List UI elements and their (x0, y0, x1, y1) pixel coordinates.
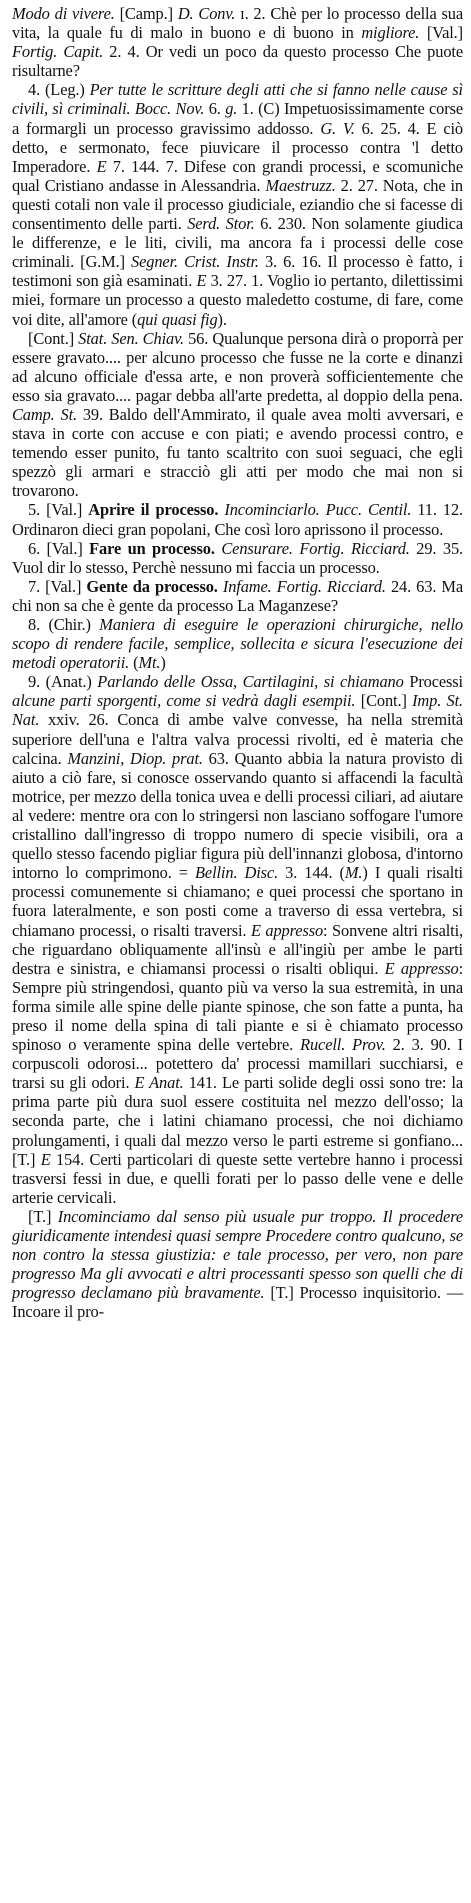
text-run: 2. 3. 90. I corpuscoli odorosi... potettero da' processi mamillari succhiarsi, e trarsi su gli odori. (12, 1035, 463, 1093)
text-run: 56. Qualunque persona dirà o proporrà per essere gravato.... per alcuno processo che fusse ne la corte e dinanzi ad alcuno officiale d'essa arte, e non proverà sofficientemente che esso sia gravato.... pagar debba all'arte predetta, al doppio della pena. (12, 328, 463, 405)
text-run: 8. (Chir.) (28, 615, 100, 634)
italic-text: E (96, 156, 107, 176)
italic-text: Camp. St. (12, 404, 77, 424)
text-run: Processi (403, 672, 463, 692)
text-run: 5. [Val.] (28, 500, 89, 520)
text-run: 6. 25. 4. E ciò detto, e sermonato, fece piuvicare il processo contra 'l detto Imperadore. (12, 118, 463, 176)
text-run: 3. 27. 1. Voglio io pertanto, dilettissimi miei, formare un processo a questo maledetto costume, di fare, come voi dite, all'amore ( (12, 271, 464, 329)
text-run: 63. Quanto abbia la natura provisto di aiuto a ciò fare, si conosce osservando quanto si affacendi la facultà motrice, per mezzo della tonica uvea e delli processi ciliari, ad aiutare al vedere: mentre ora con lo stringersi non lasciano soffogare l'umore cristallino dall'ingresso di troppo numero di specie visibili, ora a quello stesso facendo pigliar figura più dell'innanzi globosa, d'intorno intorno lo comprimono. = (12, 748, 463, 883)
italic-text: M. (344, 863, 363, 883)
text-run: : Sonvene altri risalti, che riguardano obliquamente all'insù e all'ingiù per ambe le parti destra e sinistra, e chiamansi processi o risalti obliqui. (12, 920, 463, 978)
italic-text: E (196, 271, 207, 291)
italic-text: Incominciarlo. Pucc. Centil. (224, 500, 412, 520)
italic-text: Rucell. Prov. (300, 1035, 386, 1055)
text-run: 3. 6. 16. Il processo è fatto, i testimoni son già esaminati. (12, 252, 463, 291)
text-run: 1. (C) Impetuosissimamente corse a formargli un processo gravissimo addosso. (12, 99, 463, 138)
entry-paragraph (12, 672, 463, 1207)
text-run: [T.] (28, 1206, 58, 1226)
italic-text: Per tutte le scritture degli atti che si fanno nelle cause sì civili, sì criminali. Bocc. Nov. (12, 80, 463, 119)
text-run: 154. Certi particolari di queste sette vertebre hanno i processi trasversi fessi in due, e quelli forati per lo passo delle vene e delle arterie cervicali. (12, 1149, 463, 1207)
text-run: xxiv. 26. Conca di ambe valve convesse, ha nella stremità superiore dell'una e l'altra valva processi rivolti, ed è materia che calcina. (12, 710, 463, 768)
text-run: 4. (Leg.) (28, 80, 90, 100)
italic-text: E Anat. (134, 1073, 184, 1093)
italic-text: Imp. St. Nat. (12, 691, 463, 730)
text-run: 6. 230. Non solamente giudica le differenze, e le liti, civili, ma ancora fa i processi delle cose criminali. [G.M.] (12, 214, 463, 272)
text-run: [Cont.] (28, 328, 79, 348)
text-run: [Val.] (419, 23, 463, 43)
text-run: 7. 144. 7. Difese con grandi processi, e scomuniche qual Cristiano andasse in Alessandria. (12, 156, 463, 195)
text-run: 39. Baldo dell'Ammirato, il quale avea molti avversari, e stava in corte con accuse e con piati; e avendo processi contro, e temendo esser punito, fu tanto scaltrito con suoi seguaci, che egli spezzò gli armari e stracciò gli atti per modo che mai non si trovarono. (12, 404, 464, 501)
text-run: 9. (Anat.) (28, 672, 98, 692)
entry-paragraph (12, 329, 463, 501)
text-run: 6. [Val.] (28, 538, 90, 558)
italic-text: alcune parti sporgenti, come si vedrà dagli esempii. (12, 691, 356, 711)
italic-text: Fortig. Capit. (12, 42, 104, 62)
sense-headword: Fare un processo. (89, 538, 215, 558)
italic-text: Mt. (138, 653, 161, 673)
text-run: 7. [Val.] (28, 576, 87, 596)
italic-text: E appresso (250, 920, 324, 940)
entry-paragraph (12, 577, 463, 615)
entry-paragraph (12, 1207, 463, 1322)
entry-paragraph (12, 80, 463, 328)
text-run: 3. 144. ( (278, 863, 345, 883)
italic-text: Stat. Sen. Chiav. (78, 328, 184, 348)
italic-text: Maniera di eseguire le operazioni chirurgiche, nello scopo di rendere facile, semplice, sollecita e sicura l'esecuzione dei metodi operatorii. (12, 615, 463, 673)
italic-text: Maestruzz. (265, 175, 336, 195)
entry-paragraph (12, 500, 463, 538)
sense-headword: Aprire il processo. (88, 500, 219, 520)
italic-text: Parlando delle Ossa, Cartilagini, si chiamano (97, 672, 404, 692)
text-run: 2. 4. Or vedi un poco da questo processo Che puote risultarne? (12, 42, 463, 81)
italic-text: E (40, 1149, 51, 1169)
entry-body (12, 4, 463, 1321)
text-run: ). (217, 309, 227, 329)
italic-text: Manzini, Diop. prat. (67, 748, 203, 768)
italic-text: qui quasi fig (137, 309, 218, 329)
italic-text: D. Conv. (177, 4, 236, 23)
text-run: 141. Le parti solide degli ossi sono tre: la prima parte più dura suol essere costituita nel mezzo dell'osso; la seconda parte, che i latini chiamano processi, che noi dichiamo prolungamenti, i quali dal mezzo verso le parti estreme si gonfiano... [T.] (12, 1073, 464, 1169)
text-run: [Cont.] (355, 691, 413, 711)
entry-paragraph (12, 539, 463, 577)
italic-text: G. V. (320, 118, 355, 138)
entry-paragraph (12, 4, 463, 80)
sense-headword: Gente da processo. (86, 576, 218, 596)
text-run: 6. (204, 99, 226, 119)
italic-text: E appresso (384, 958, 459, 978)
text-run: 24. 63. Ma chi non sa che è gente da processo La Maganzese? (12, 576, 464, 615)
italic-text: Modo di vivere. (12, 4, 115, 23)
text-run: ( (129, 653, 139, 673)
text-run: ɪ. 2. Chè per lo processo della sua vita, la quale fu di malo in buono e di buono in (12, 4, 463, 43)
italic-text: g. (225, 99, 238, 119)
italic-text: migliore. (361, 23, 420, 43)
italic-text: Serd. Stor. (187, 214, 255, 234)
text-run: 11. 12. Ordinaron dieci gran popolani, Che così loro aprissono il processo. (12, 500, 464, 539)
italic-text: Infame. Fortig. Ricciard. (222, 576, 386, 596)
italic-text: Censurare. Fortig. Ricciard. (221, 538, 410, 558)
text-run: : Sempre più stringendosi, quanto più va verso la sua estremità, in una forma simile alle spine delle piante spinose, che son fatte a punta, ha preso il nome della spina di tali piante e si è chiamato processo spinoso o veramente spina delle vertebre. (12, 958, 463, 1055)
text-run: [Camp.] (114, 4, 178, 23)
italic-text: Bellin. Disc. (195, 863, 279, 883)
italic-text: Incominciamo dal senso più usuale pur troppo. Il procedere giuridicamente intendesi quasi sempre Procedere contro qualcuno, se non contro la stessa giustizia: e tale processo, per vero, non pare progresso Ma gli avvocati e altri processanti spesso son quelli che di progresso declamano più bravamente. (12, 1206, 463, 1303)
text-run: ) (160, 653, 166, 673)
text-run: ) I quali risalti processi comunemente si chiamano; e quei processi che sportano in fuora lateralmente, e son posti come a traverso di essa vertebra, si chiamano processi, o risalti traversi. (12, 863, 463, 940)
text-run: 29. 35. Vuol dir lo stesso, Perchè nessuno mi faccia un processo. (12, 538, 463, 577)
text-run: [T.] Processo inquisitorio. — Incoare il pro- (12, 1283, 463, 1322)
italic-text: Segner. Crist. Instr. (131, 252, 259, 272)
entry-paragraph (12, 615, 463, 672)
text-run: 2. 27. Nota, che in questi cotali non vale il processo giudiciale, eziandio che si facesse di consentimento delle parti. (12, 175, 464, 234)
